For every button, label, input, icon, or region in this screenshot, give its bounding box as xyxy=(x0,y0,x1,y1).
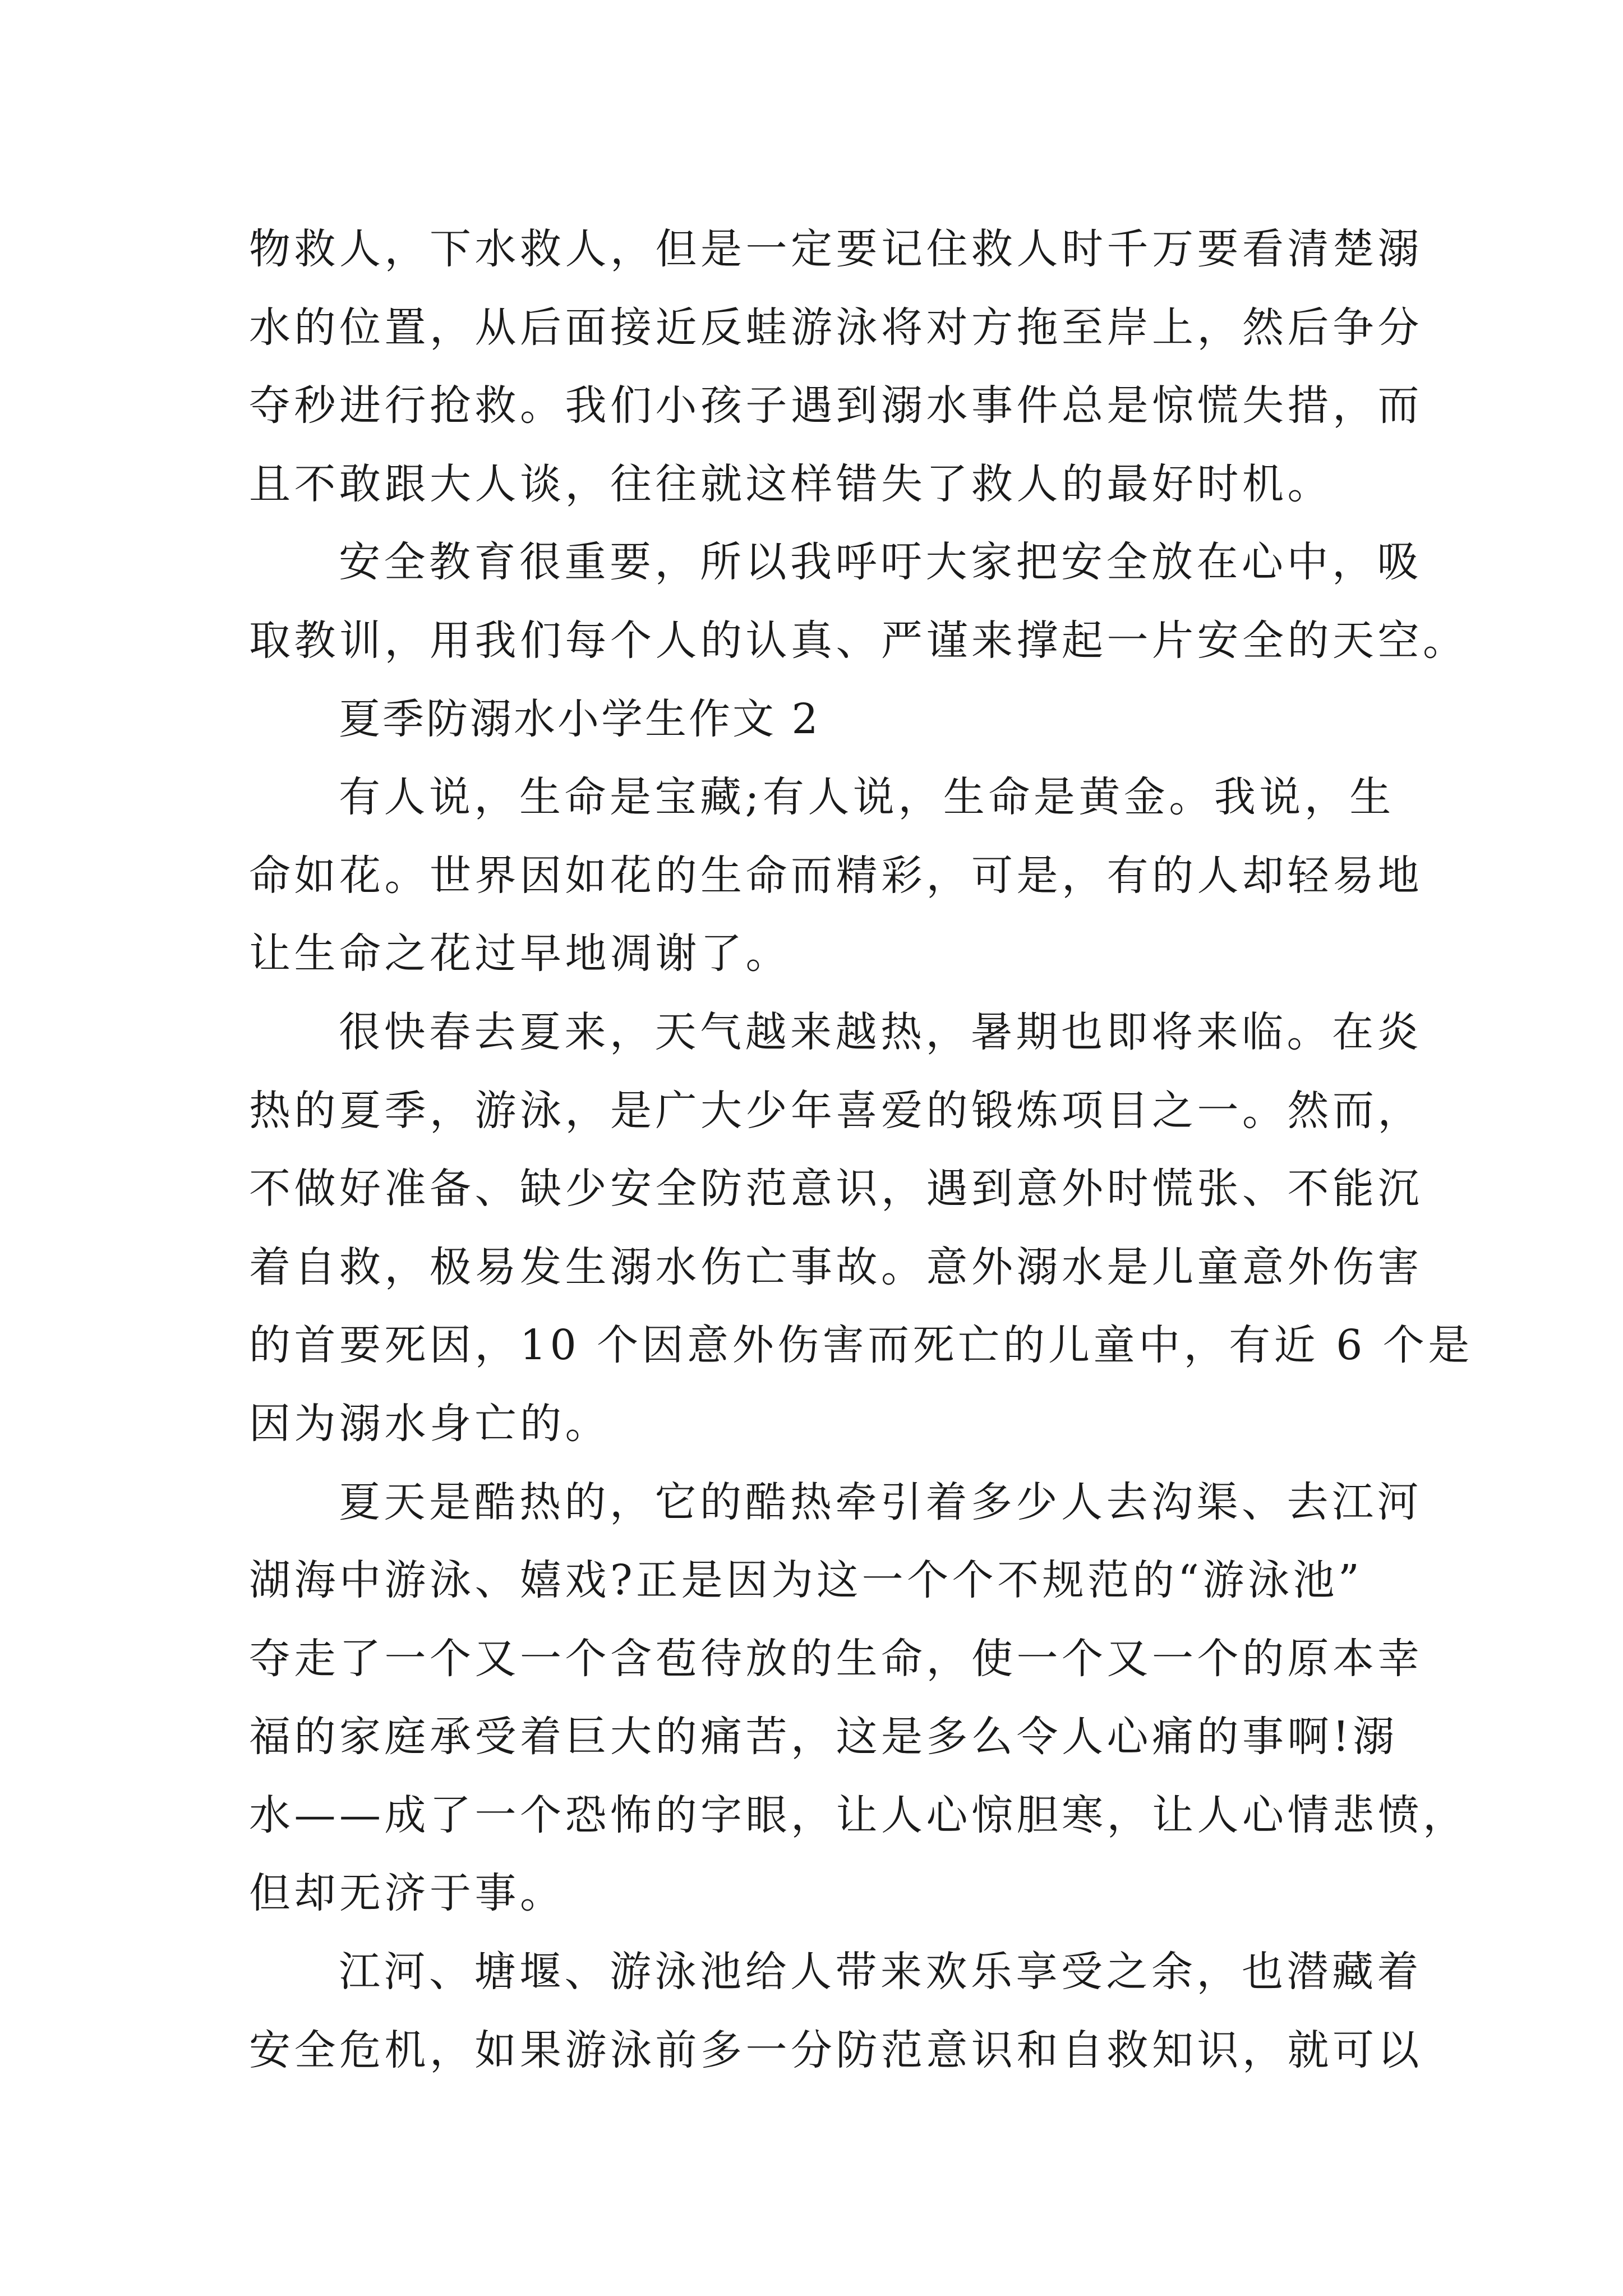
text-line: 夏天是酷热的，它的酷热牵引着多少人去沟渠、去江河 xyxy=(339,1478,1422,1526)
text-line: 物救人，下水救人，但是一定要记住救人时千万要看清楚溺 xyxy=(249,225,1423,273)
section-title: 夏季防溺水小学生作文 2 xyxy=(339,694,820,743)
text-line: 因为溺水身亡的。 xyxy=(249,1399,610,1448)
text-line: 安全危机，如果游泳前多一分防范意识和自救知识，就可以 xyxy=(249,2026,1423,2074)
text-line: 湖海中游泳、嬉戏?正是因为这一个个不规范的“游泳池” xyxy=(249,1556,1363,1605)
text-line: 取教训，用我们每个人的认真、严谨来撑起一片安全的天空。 xyxy=(249,616,1468,665)
text-line: 热的夏季，游泳，是广大少年喜爱的锻炼项目之一。然而， xyxy=(249,1086,1423,1135)
text-line: 安全教育很重要，所以我呼吁大家把安全放在心中，吸 xyxy=(339,538,1422,587)
text-line: 着自救，极易发生溺水伤亡事故。意外溺水是儿童意外伤害 xyxy=(249,1243,1423,1291)
text-line: 且不敢跟大人谈，往往就这样错失了救人的最好时机。 xyxy=(249,459,1332,508)
text-line: 但却无济于事。 xyxy=(249,1869,565,1918)
text-line: 江河、塘堰、游泳池给人带来欢乐享受之余，也潜藏着 xyxy=(339,1948,1422,1996)
text-line: 水的位置，从后面接近反蛙游泳将对方拖至岸上，然后争分 xyxy=(249,303,1423,352)
text-line: 水——成了一个恐怖的字眼，让人心惊胆寒，让人心情悲愤， xyxy=(249,1791,1468,1839)
text-line: 有人说，生命是宝藏;有人说，生命是黄金。我说，生 xyxy=(339,773,1395,822)
text-line: 让生命之花过早地凋谢了。 xyxy=(249,930,791,978)
text-line: 福的家庭承受着巨大的痛苦，这是多么令人心痛的事啊!溺 xyxy=(249,1713,1398,1761)
text-line: 的首要死因，10 个因意外伤害而死亡的儿童中，有近 6 个是 xyxy=(249,1321,1473,1370)
text-line: 夺走了一个又一个含苞待放的生命，使一个又一个的原本幸 xyxy=(249,1634,1423,1683)
text-line: 夺秒进行抢救。我们小孩子遇到溺水事件总是惊慌失措，而 xyxy=(249,381,1423,430)
essay-text-block xyxy=(249,210,1473,2090)
text-line: 不做好准备、缺少安全防范意识，遇到意外时慌张、不能沉 xyxy=(249,1165,1423,1213)
text-line: 很快春去夏来，天气越来越热，暑期也即将来临。在炎 xyxy=(339,1007,1422,1056)
text-line: 命如花。世界因如花的生命而精彩，可是，有的人却轻易地 xyxy=(249,851,1423,900)
